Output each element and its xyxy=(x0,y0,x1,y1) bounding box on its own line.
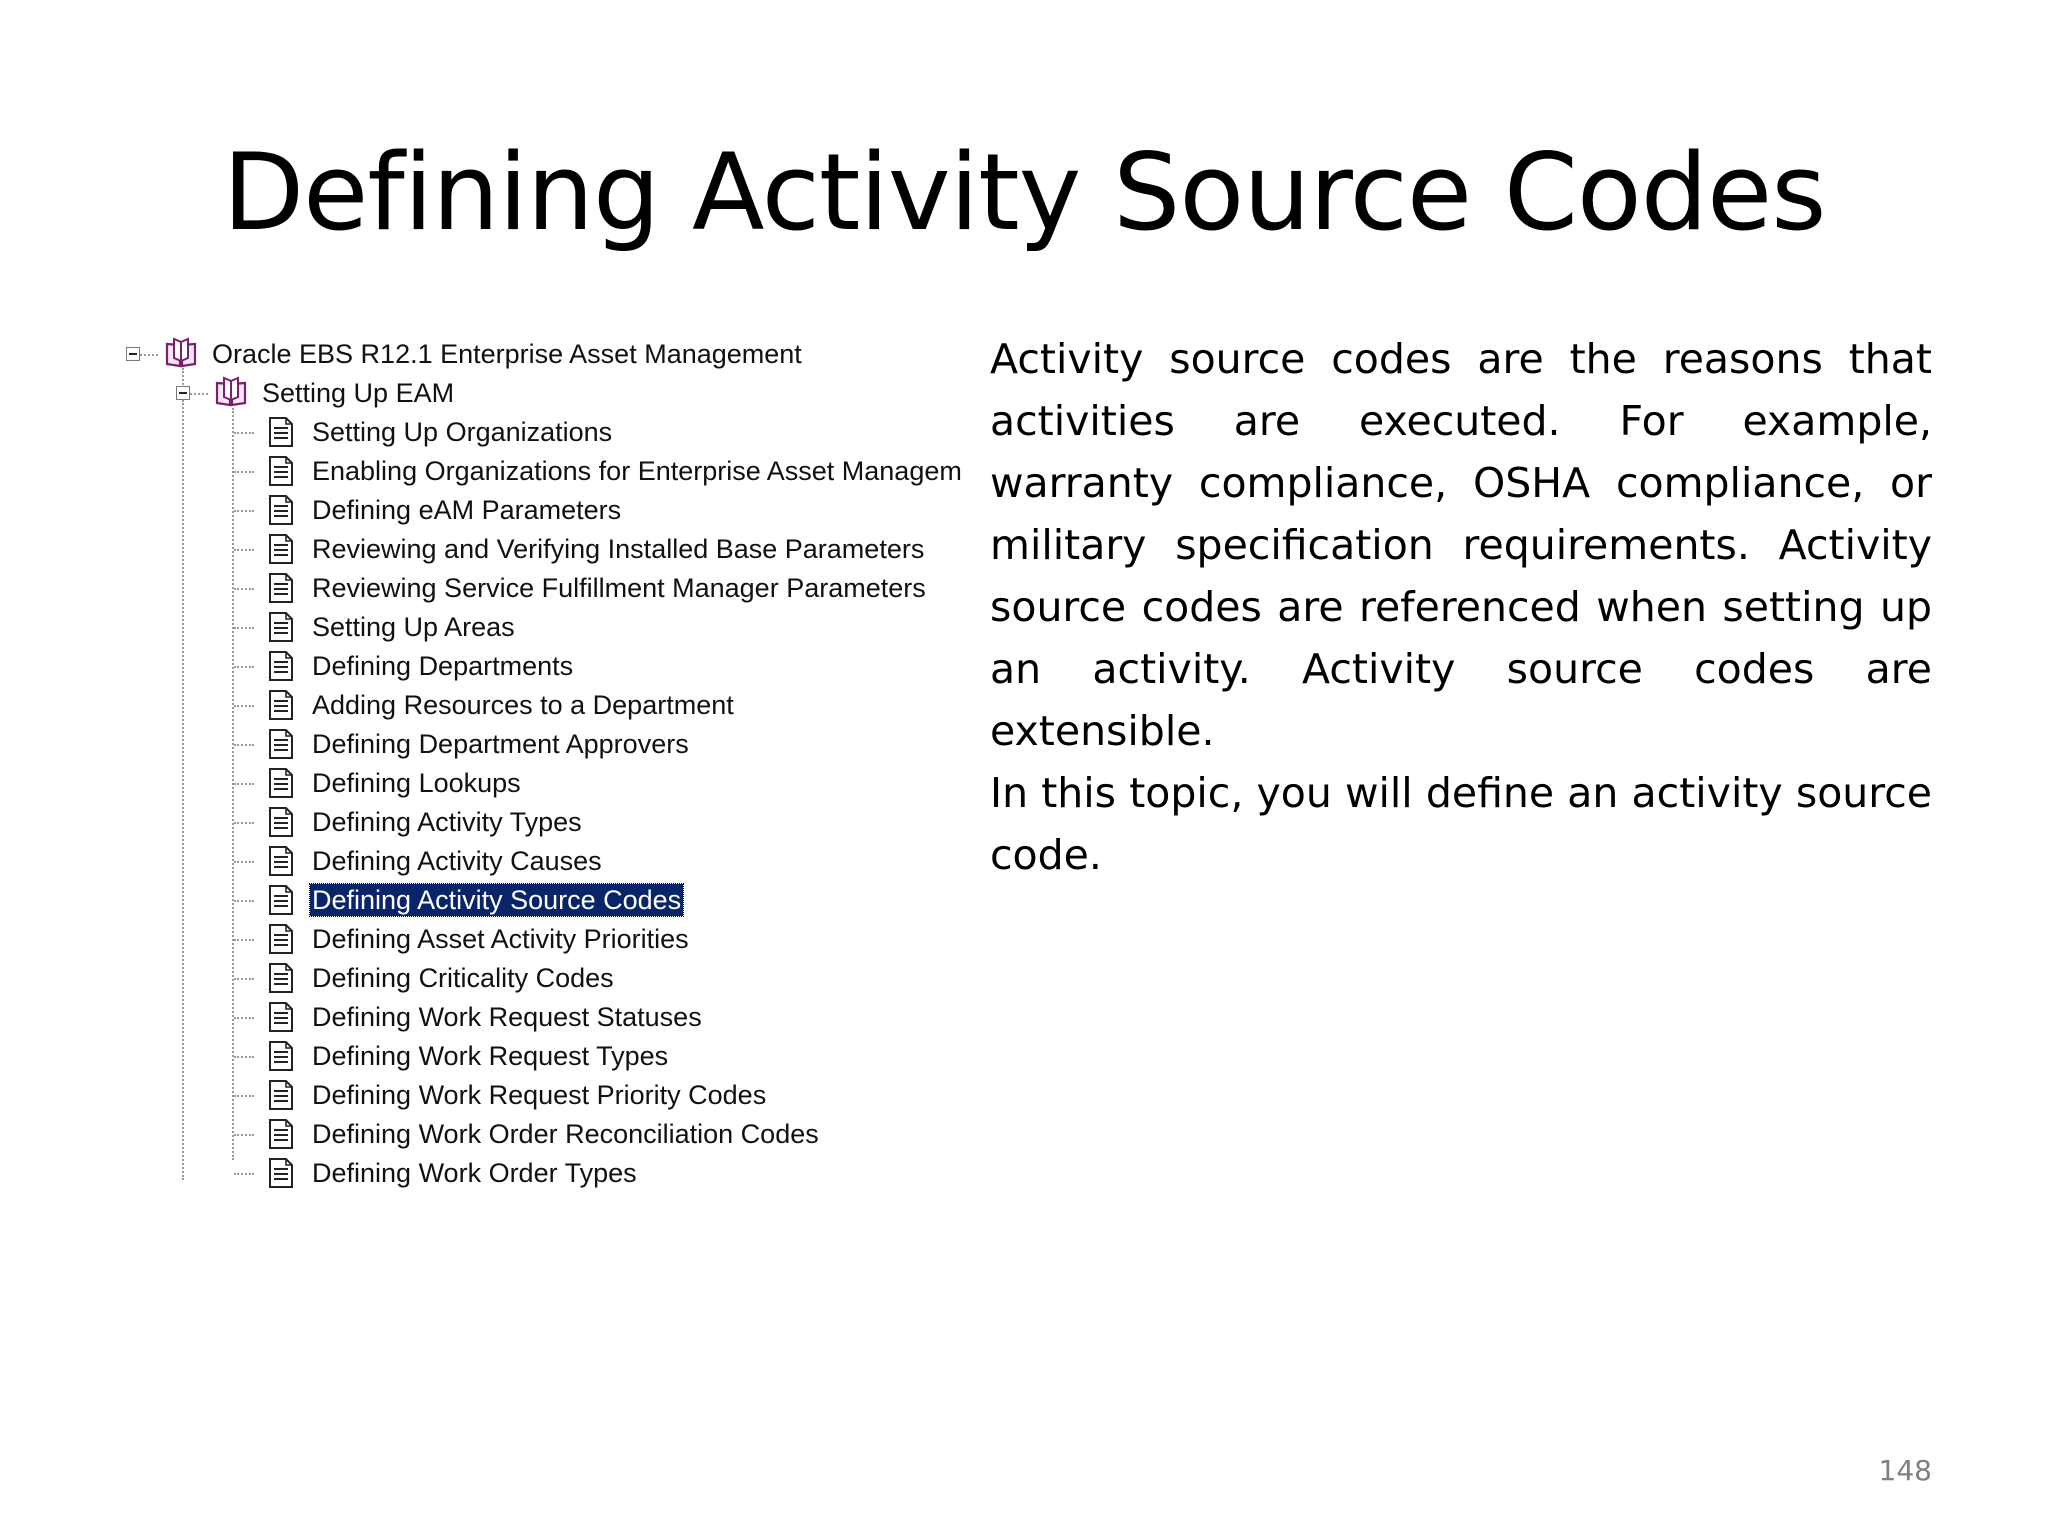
collapse-toggle-root[interactable] xyxy=(126,347,140,361)
tree-item[interactable]: Setting Up Areas xyxy=(312,612,515,642)
tree-item-selected[interactable]: Defining Activity Source Codes xyxy=(312,885,682,915)
tree-connector xyxy=(182,400,184,1180)
tree-connector xyxy=(234,1134,254,1136)
document-icon xyxy=(268,573,294,603)
tree-connector xyxy=(234,705,254,707)
tree-item[interactable]: Defining Departments xyxy=(312,651,574,681)
body-text xyxy=(990,328,1932,886)
tree-item[interactable]: Setting Up Organizations xyxy=(312,417,613,447)
tree-connector xyxy=(234,510,254,512)
document-icon xyxy=(268,534,294,564)
document-icon xyxy=(268,1041,294,1071)
tree-item[interactable]: Defining Work Order Types xyxy=(312,1158,637,1188)
tree-item[interactable]: Adding Resources to a Department xyxy=(312,690,734,720)
body-paragraph: Activity source codes are the reasons that activities are executed. For example, warranty compliance, OSHA compliance, or military specification requirements. Activity source codes are referenced when setting up an activity. Activity source codes are extensible. xyxy=(990,335,1932,755)
tree-item[interactable]: Defining Activity Types xyxy=(312,807,582,837)
tree-connector xyxy=(234,783,254,785)
tree-connector xyxy=(234,978,254,980)
tree-item[interactable]: Defining Department Approvers xyxy=(312,729,689,759)
book-icon xyxy=(214,375,248,407)
document-icon xyxy=(268,651,294,681)
document-icon xyxy=(268,456,294,486)
tree-connector xyxy=(234,939,254,941)
tree-item[interactable]: Defining Asset Activity Priorities xyxy=(312,924,689,954)
topic-tree xyxy=(120,330,960,1210)
slide-title: Defining Activity Source Codes xyxy=(222,131,1826,254)
tree-connector xyxy=(234,900,254,902)
tree-item[interactable]: Reviewing Service Fulfillment Manager Parameters xyxy=(312,573,926,603)
tree-connector xyxy=(234,1056,254,1058)
tree-connector xyxy=(190,393,208,395)
document-icon xyxy=(268,417,294,447)
document-icon xyxy=(268,612,294,642)
document-icon xyxy=(268,807,294,837)
collapse-toggle-section[interactable] xyxy=(176,386,190,400)
tree-item[interactable]: Defining Work Order Reconciliation Codes xyxy=(312,1119,819,1149)
tree-item[interactable]: Defining Criticality Codes xyxy=(312,963,614,993)
tree-connector xyxy=(234,627,254,629)
document-icon xyxy=(268,1002,294,1032)
tree-connector xyxy=(234,471,254,473)
tree-item[interactable]: Defining Work Request Types xyxy=(312,1041,669,1071)
tree-connector xyxy=(234,588,254,590)
document-icon xyxy=(268,1080,294,1110)
tree-connector xyxy=(234,666,254,668)
tree-item[interactable]: Defining Lookups xyxy=(312,768,521,798)
tree-connector xyxy=(234,1017,254,1019)
tree-connector xyxy=(234,1095,254,1097)
document-icon xyxy=(268,1119,294,1149)
tree-section-label[interactable]: Setting Up EAM xyxy=(262,378,455,408)
tree-item[interactable]: Defining Activity Causes xyxy=(312,846,602,876)
tree-item[interactable]: Enabling Organizations for Enterprise Asset Managem xyxy=(312,456,962,486)
tree-connector xyxy=(234,861,254,863)
body-paragraph: In this topic, you will define an activity source code. xyxy=(990,769,1932,879)
document-icon xyxy=(268,963,294,993)
document-icon xyxy=(268,690,294,720)
page-number: 148 xyxy=(1878,1454,1932,1487)
tree-item[interactable]: Defining eAM Parameters xyxy=(312,495,622,525)
tree-root-label[interactable]: Oracle EBS R12.1 Enterprise Asset Management xyxy=(212,339,802,369)
document-icon xyxy=(268,1158,294,1188)
tree-connector xyxy=(234,549,254,551)
tree-connector xyxy=(234,1173,254,1175)
document-icon xyxy=(268,846,294,876)
tree-item[interactable]: Defining Work Request Statuses xyxy=(312,1002,702,1032)
document-icon xyxy=(268,768,294,798)
tree-connector xyxy=(234,822,254,824)
document-icon xyxy=(268,729,294,759)
tree-item[interactable]: Defining Work Request Priority Codes xyxy=(312,1080,767,1110)
tree-item[interactable]: Reviewing and Verifying Installed Base Parameters xyxy=(312,534,925,564)
book-icon xyxy=(164,336,198,368)
document-icon xyxy=(268,924,294,954)
tree-connector xyxy=(234,744,254,746)
tree-connector xyxy=(140,354,158,356)
tree-connector xyxy=(234,432,254,434)
document-icon xyxy=(268,885,294,915)
document-icon xyxy=(268,495,294,525)
